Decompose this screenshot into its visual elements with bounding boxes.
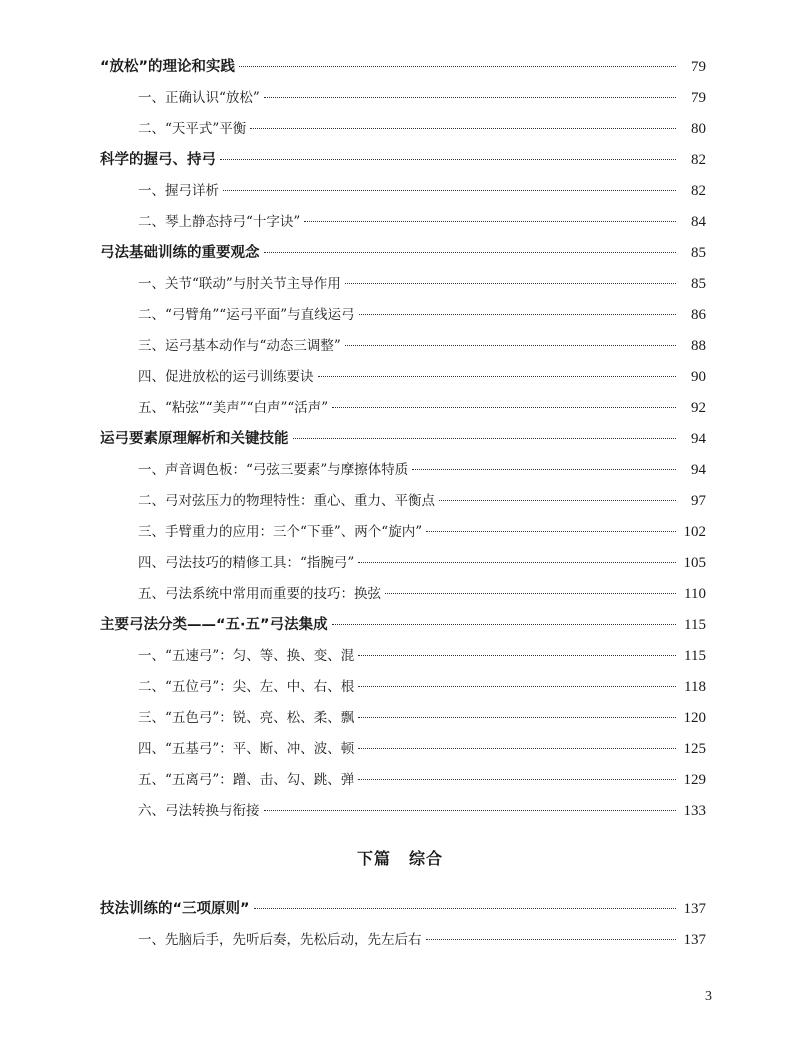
toc-entry-page: 102 <box>683 524 706 540</box>
dot-leader <box>254 908 676 909</box>
toc-section-entry[interactable] <box>100 331 706 362</box>
toc-entry-page: 90 <box>691 369 706 385</box>
toc-entry-page: 110 <box>684 586 706 602</box>
dot-leader <box>293 438 677 439</box>
toc-entry-page: 97 <box>691 493 706 509</box>
toc-entry-title: 六、弓法转换与衔接 <box>138 803 260 819</box>
toc-entry-title: 主要弓法分类——“五·五”弓法集成 <box>100 617 328 633</box>
toc-entry-title: 一、握弓详析 <box>138 183 219 199</box>
dot-leader <box>304 221 676 222</box>
toc-section-entry[interactable] <box>100 114 706 145</box>
toc-section-entry[interactable] <box>100 393 706 424</box>
toc-entry-page: 80 <box>691 121 706 137</box>
dot-leader <box>239 66 676 67</box>
toc-entry-title: 五、“五离弓”：蹭、击、勾、跳、弹 <box>138 772 355 788</box>
toc-entry-title: 三、手臂重力的应用：三个“下垂”、两个“旋内” <box>138 524 423 540</box>
toc-section-entry[interactable] <box>100 269 706 300</box>
toc-entry-page: 120 <box>683 710 706 726</box>
toc-entry-title: 二、“弓臂角”“运弓平面”与直线运弓 <box>138 307 355 323</box>
dot-leader <box>439 500 676 501</box>
toc-entry-page: 94 <box>691 462 706 478</box>
toc-chapter-entry[interactable] <box>100 238 706 269</box>
toc-chapter-entry[interactable] <box>100 424 706 455</box>
dot-leader <box>412 469 676 470</box>
toc-section-entry[interactable] <box>100 455 706 486</box>
toc-chapter-entry[interactable] <box>100 894 706 925</box>
part-heading-label: 下篇 <box>356 849 391 868</box>
toc-entry-title: 一、正确认识“放松” <box>138 90 260 106</box>
toc-entry-title: 二、弓对弦压力的物理特性：重心、重力、平衡点 <box>138 493 435 509</box>
dot-leader <box>358 779 676 780</box>
toc-entry-page: 94 <box>691 431 706 447</box>
toc-entry-title: 技法训练的“三项原则” <box>100 901 250 917</box>
dot-leader <box>220 159 676 160</box>
toc-entry-title: 三、运弓基本动作与“动态三调整” <box>138 338 341 354</box>
dot-leader <box>318 376 677 377</box>
toc-section-entry[interactable] <box>100 83 706 114</box>
dot-leader <box>264 252 677 253</box>
toc-entry-page: 84 <box>691 214 706 230</box>
toc-section-entry[interactable] <box>100 517 706 548</box>
toc-entry-title: 三、“五色弓”：锐、亮、松、柔、飘 <box>138 710 355 726</box>
toc-entry-page: 129 <box>683 772 706 788</box>
dot-leader <box>426 531 676 532</box>
table-of-contents-part1 <box>100 52 706 827</box>
dot-leader <box>358 717 676 718</box>
part-heading-title: 综合 <box>409 849 444 868</box>
toc-chapter-entry[interactable] <box>100 610 706 641</box>
toc-entry-title: 一、声音调色板：“弓弦三要素”与摩擦体特质 <box>138 462 409 478</box>
dot-leader <box>358 655 676 656</box>
toc-section-entry[interactable] <box>100 362 706 393</box>
toc-entry-page: 115 <box>684 648 706 664</box>
toc-entry-title: 五、“粘弦”“美声”“白声”“活声” <box>138 400 329 416</box>
toc-entry-title: 二、琴上静态持弓“十字诀” <box>138 214 301 230</box>
dot-leader <box>358 562 676 563</box>
page-number: 3 <box>705 989 712 1004</box>
toc-entry-page: 79 <box>691 59 706 75</box>
dot-leader <box>332 407 676 408</box>
toc-entry-title: 一、先脑后手，先听后奏，先松后动，先左后右 <box>138 932 422 948</box>
toc-section-entry[interactable] <box>100 672 706 703</box>
toc-entry-title: 四、“五基弓”：平、断、冲、波、顿 <box>138 741 355 757</box>
dot-leader <box>332 624 676 625</box>
toc-entry-page: 133 <box>683 803 706 819</box>
toc-entry-page: 105 <box>683 555 706 571</box>
dot-leader <box>358 748 676 749</box>
table-of-contents-part2 <box>100 894 706 956</box>
toc-chapter-entry[interactable] <box>100 145 706 176</box>
dot-leader <box>250 128 676 129</box>
toc-entry-page: 85 <box>691 276 706 292</box>
dot-leader <box>264 810 677 811</box>
toc-entry-page: 125 <box>683 741 706 757</box>
toc-entry-page: 79 <box>691 90 706 106</box>
toc-section-entry[interactable] <box>100 703 706 734</box>
toc-entry-page: 88 <box>691 338 706 354</box>
toc-entry-title: 弓法基础训练的重要观念 <box>100 245 260 261</box>
toc-entry-title: 一、关节“联动”与肘关节主导作用 <box>138 276 341 292</box>
toc-entry-page: 92 <box>691 400 706 416</box>
toc-entry-page: 118 <box>684 679 706 695</box>
toc-entry-page: 137 <box>683 901 706 917</box>
dot-leader <box>358 686 676 687</box>
toc-section-entry[interactable] <box>100 207 706 238</box>
dot-leader <box>359 314 676 315</box>
toc-entry-title: “放松”的理论和实践 <box>100 59 236 75</box>
toc-section-entry[interactable] <box>100 925 706 956</box>
toc-section-entry[interactable] <box>100 765 706 796</box>
toc-entry-title: 运弓要素原理解析和关键技能 <box>100 431 289 447</box>
toc-chapter-entry[interactable] <box>100 52 706 83</box>
toc-entry-title: 二、“天平式”平衡 <box>138 121 247 137</box>
toc-entry-page: 86 <box>691 307 706 323</box>
toc-entry-title: 科学的握弓、持弓 <box>100 152 216 168</box>
toc-section-entry[interactable] <box>100 579 706 610</box>
toc-entry-title: 四、弓法技巧的精修工具：“指腕弓” <box>138 555 355 571</box>
toc-entry-page: 115 <box>684 617 706 633</box>
toc-section-entry[interactable] <box>100 734 706 765</box>
toc-section-entry[interactable] <box>100 486 706 517</box>
dot-leader <box>345 345 676 346</box>
dot-leader <box>264 97 676 98</box>
part-heading <box>0 846 800 869</box>
toc-entry-title: 五、弓法系统中常用而重要的技巧：换弦 <box>138 586 381 602</box>
toc-section-entry[interactable] <box>100 796 706 827</box>
toc-section-entry[interactable] <box>100 300 706 331</box>
toc-entry-page: 137 <box>683 932 706 948</box>
dot-leader <box>385 593 676 594</box>
toc-entry-title: 一、“五速弓”：匀、等、换、变、混 <box>138 648 355 664</box>
dot-leader <box>223 190 676 191</box>
toc-entry-page: 85 <box>691 245 706 261</box>
toc-entry-page: 82 <box>691 183 706 199</box>
toc-entry-title: 二、“五位弓”：尖、左、中、右、根 <box>138 679 355 695</box>
toc-section-entry[interactable] <box>100 641 706 672</box>
toc-entry-title: 四、促进放松的运弓训练要诀 <box>138 369 314 385</box>
dot-leader <box>426 939 677 940</box>
toc-section-entry[interactable] <box>100 176 706 207</box>
toc-section-entry[interactable] <box>100 548 706 579</box>
toc-entry-page: 82 <box>691 152 706 168</box>
dot-leader <box>345 283 676 284</box>
